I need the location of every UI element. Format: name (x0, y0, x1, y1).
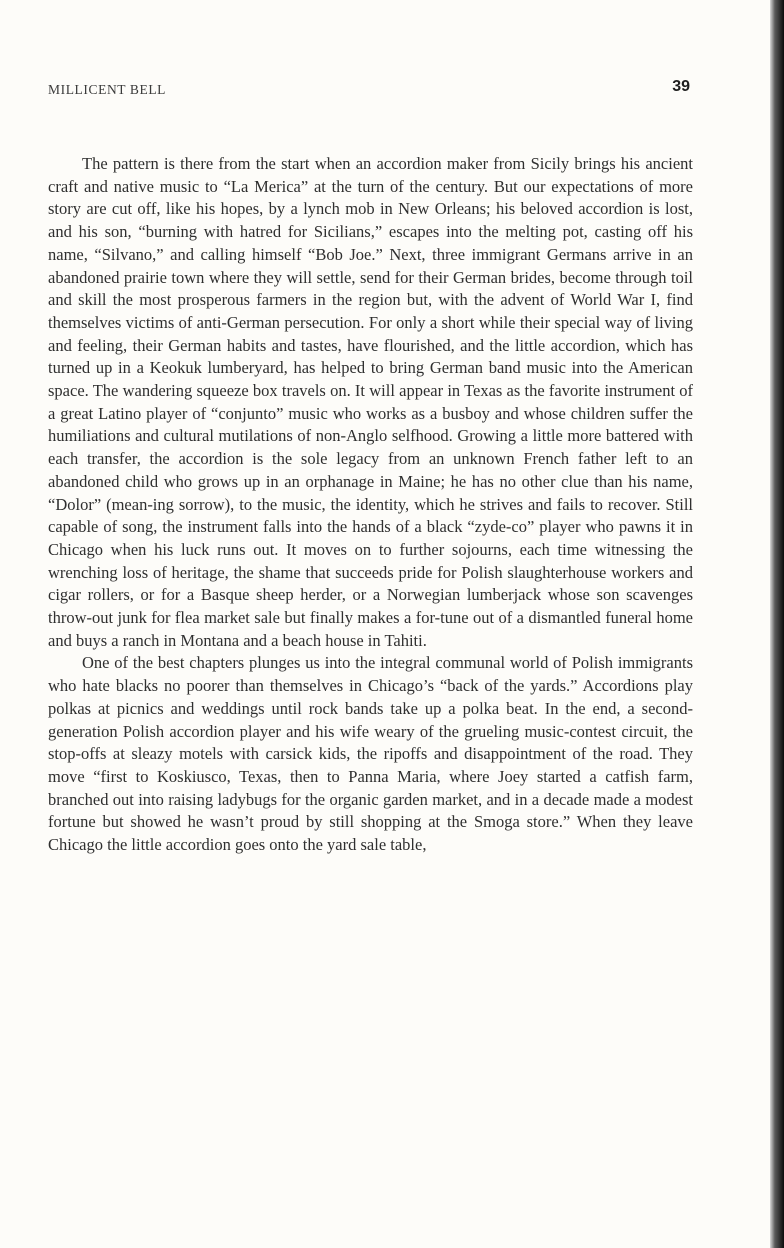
page-number: 39 (672, 78, 690, 95)
paragraph-1: The pattern is there from the start when an accordion maker from Sicily brings his ancient craft and native music to “La Merica” at the turn of the century. But our expectations of more story are cut off, like his hopes, by a lynch mob in New Orleans; his beloved accordion is lost, and his son, “burning with hatred for Sicilians,” escapes into the melting pot, casting off his name, “Silvano,” and calling himself “Bob Joe.” Next, three immigrant Germans arrive in an abandoned prairie town where they will settle, send for their German brides, become through toil and skill the most prosperous farmers in the region but, with the advent of World War I, find themselves victims of anti-German persecution. For only a short while their special way of living and feeling, their German habits and tastes, have flourished, and the little accordion, which has turned up in a Keokuk lumberyard, has helped to bring German band music into the American space. The wandering squeeze box travels on. It will appear in Texas as the favorite instrument of a great Latino player of “conjunto” music who works as a busboy and whose children suffer the humiliations and cultural mutilations of non-Anglo selfhood. Growing a little more battered with each transfer, the accordion is the sole legacy from an unknown French father left to an abandoned child who grows up in an orphanage in Maine; he has no other clue than his name, “Dolor” (mean-ing sorrow), to the music, the identity, which he strives and fails to recover. Still capable of song, the instrument falls into the hands of a black “zyde-co” player who pawns it in Chicago when his luck runs out. It moves on to further sojourns, each time witnessing the wrenching loss of heritage, the shame that succeeds pride for Polish slaughterhouse workers and cigar rollers, or for a Basque sheep herder, or a Norwegian lumberjack whose son scavenges throw-out junk for flea market sale but finally makes a for-tune out of a dismantled funeral home and buys a ranch in Montana and a beach house in Tahiti. (48, 154, 693, 650)
running-head (48, 78, 690, 106)
body-text (48, 153, 693, 857)
running-head-author: MILLICENT BELL (48, 82, 167, 97)
paragraph-2: One of the best chapters plunges us into the integral communal world of Polish immigrants who hate blacks no poorer than themselves in Chicago’s “back of the yards.” Accordions play polkas at picnics and weddings until rock bands take up a polka beat. In the end, a second-generation Polish accordion player and his wife weary of the grueling music-contest circuit, the stop-offs at sleazy motels with carsick kids, the ripoffs and disappointment of the road. They move “first to Koskiusco, Texas, then to Panna Maria, where Joey started a catfish farm, branched out into raising ladybugs for the organic garden market, and in a decade made a modest fortune but showed he wasn’t proud by still shopping at the Smoga store.” When they leave Chicago the little accordion goes onto the yard sale table, (48, 653, 693, 855)
page-edge-shadow (770, 0, 784, 1248)
